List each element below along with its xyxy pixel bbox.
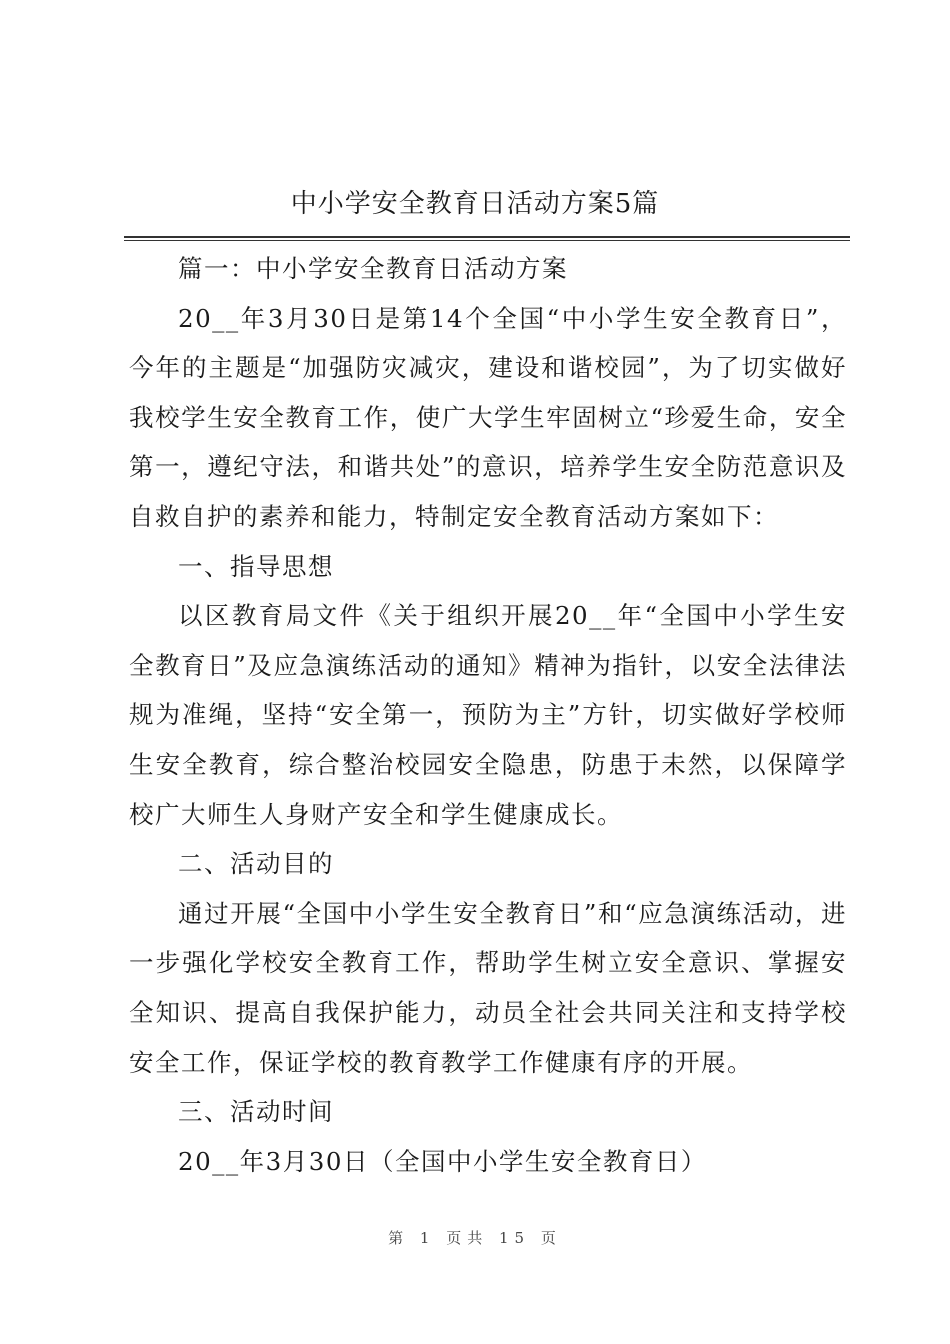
section-heading-activity-time: 三、活动时间	[178, 1097, 334, 1127]
document-body	[129, 244, 847, 1186]
section-heading-activity-purpose: 二、活动目的	[178, 849, 334, 879]
intro-paragraph: 20__年3月30日是第14个全国“中小学生安全教育日”，今年的主题是“加强防灾减灾，建设和谐校园”，为了切实做好我校学生安全教育工作，使广大学生牢固树立“珍爱生命，安全第一，遵纪守法，和谐共处”的意识，培养学生安全防范意识及自救自护的素养和能力，特制定安全教育活动方案如下：	[129, 303, 847, 531]
title-divider	[124, 236, 850, 241]
document-title: 中小学安全教育日活动方案5篇	[290, 189, 660, 219]
section-heading-guiding-ideology: 一、指导思想	[178, 551, 334, 581]
activity-purpose-paragraph: 通过开展“全国中小学生安全教育日”和“应急演练活动，进一步强化学校安全教育工作，帮助学生树立安全意识、掌握安全知识、提高自我保护能力，动员全社会共同关注和支持学校安全工作，保证学校的教育教学工作健康有序的开展。	[129, 898, 847, 1077]
activity-time-paragraph: 20__年3月30日（全国中小学生安全教育日）	[178, 1146, 707, 1176]
section-heading-article-one: 篇一：中小学安全教育日活动方案	[178, 254, 568, 283]
guiding-ideology-paragraph: 以区教育局文件《关于组织开展20__年“全国中小学生安全教育日”及应急演练活动的通知》精神为指针，以安全法律法规为准绳，坚持“安全第一，预防为主”方针，切实做好学校师生安全教育，综合整治校园安全隐患，防患于未然，以保障学校广大师生人身财产安全和学生健康成长。	[129, 601, 847, 829]
page-footer: 第 1 页共 15 页	[388, 1229, 562, 1247]
